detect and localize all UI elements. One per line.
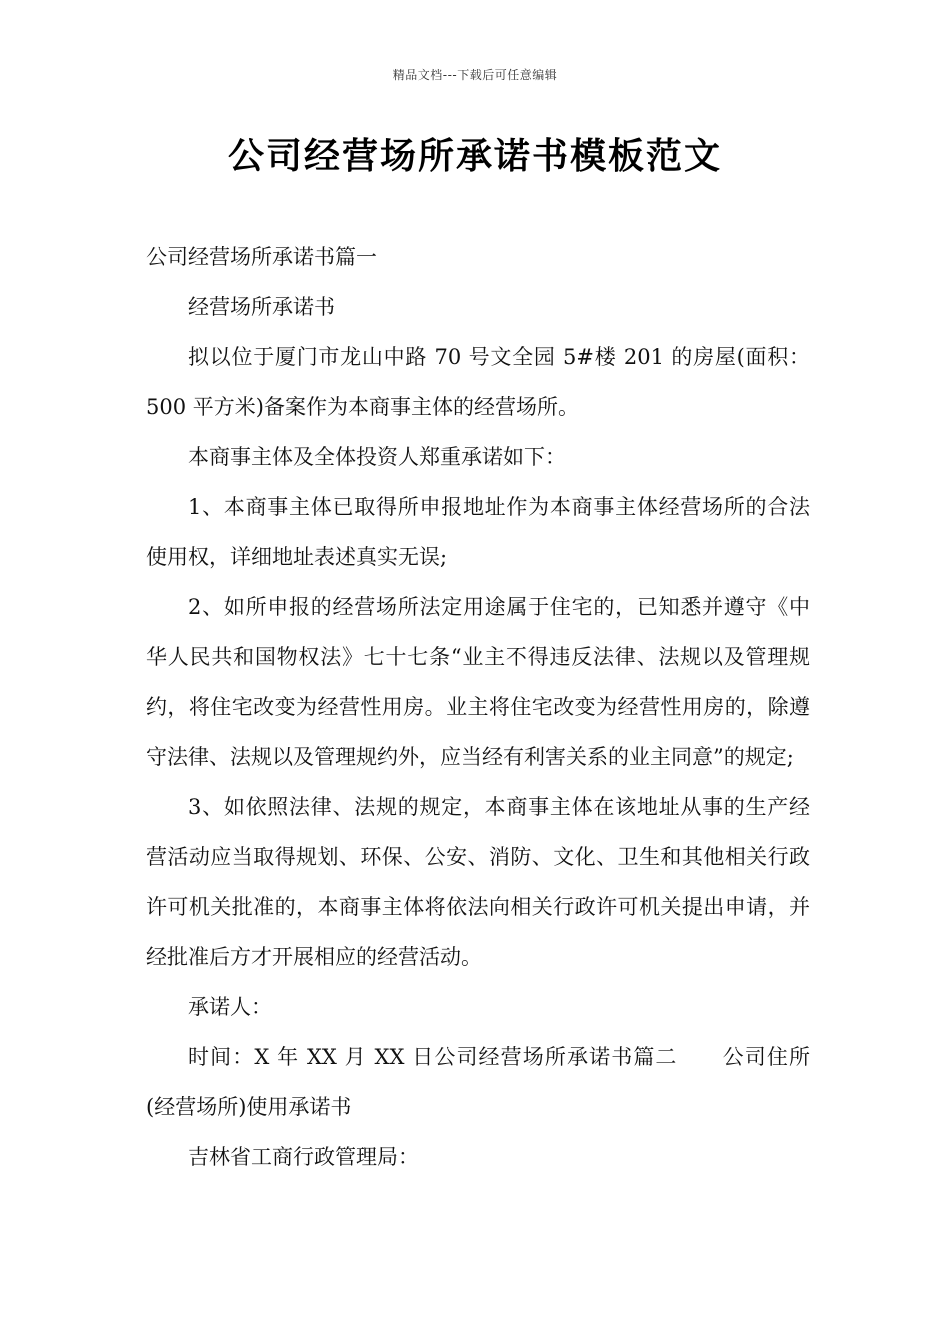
time-text: 时间：X 年 XX 月 XX 日公司经营场所承诺书篇二 xyxy=(188,1045,678,1069)
paragraph-intro: 拟以位于厦门市龙山中路 70 号文全园 5#楼 201 的房屋(面积：500 平方米)备案作为本商事主体的经营场所。 xyxy=(146,345,810,419)
next-section-title: 公司住所(经营场所)使用承诺书 xyxy=(146,1045,810,1119)
paragraph-promise: 本商事主体及全体投资人郑重承诺如下： xyxy=(188,445,566,469)
paragraph-recipient: 吉林省工商行政管理局： xyxy=(188,1145,419,1169)
paragraph-item-2: 2、如所申报的经营场所法定用途属于住宅的，已知悉并遵守《中华人民共和国物权法》七十七条“业主不得违反法律、法规以及管理规约，将住宅改变为经营性用房。业主将住宅改变为经营性用房的，除遵守法律、法规以及管理规约外，应当经有利害关系的业主同意”的规定; xyxy=(146,595,810,769)
section-heading: 公司经营场所承诺书篇一 xyxy=(146,245,377,269)
header-note: 精品文档---下载后可任意编辑 xyxy=(392,68,558,82)
document-body xyxy=(146,232,810,1182)
paragraph-item-3: 3、如依照法律、法规的规定，本商事主体在该地址从事的生产经营活动应当取得规划、环保、公安、消防、文化、卫生和其他相关行政许可机关批准的，本商事主体将依法向相关行政许可机关提出申请，并经批准后方才开展相应的经营活动。 xyxy=(146,795,810,969)
page-title: 公司经营场所承诺书模板范文 xyxy=(227,136,722,177)
sub-title: 经营场所承诺书 xyxy=(188,295,335,319)
paragraph-time xyxy=(146,1032,810,1132)
paragraph-signer: 承诺人： xyxy=(188,995,272,1019)
paragraph-item-1: 1、本商事主体已取得所申报地址作为本商事主体经营场所的合法使用权，详细地址表述真实无误; xyxy=(146,495,810,569)
